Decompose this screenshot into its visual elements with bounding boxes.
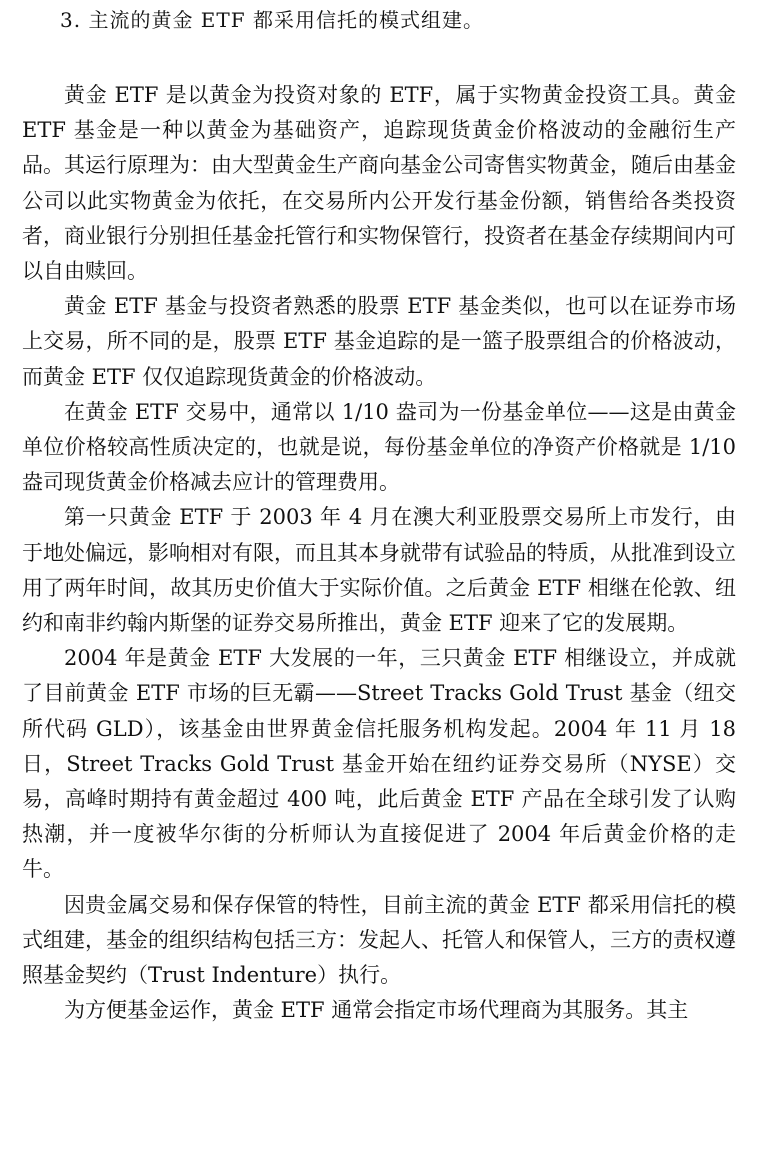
paragraph-market-agent: 为方便基金运作，黄金 ETF 通常会指定市场代理商为其服务。其主	[64, 998, 689, 1023]
document-body	[22, 78, 736, 1028]
section-heading: 3. 主流的黄金 ETF 都采用信托的模式组建。	[60, 8, 484, 32]
paragraph-trust-structure: 因贵金属交易和保存保管的特性，目前主流的黄金 ETF 都采用信托的模式组建，基金的组织结构包括三方：发起人、托管人和保管人，三方的责权遵照基金契约（Trust Indenture）执行。	[22, 892, 736, 988]
paragraph-first-gold-etf: 第一只黄金 ETF 于 2003 年 4 月在澳大利亚股票交易所上市发行，由于地处偏远，影响相对有限，而且其本身就带有试验品的特质，从批准到设立用了两年时间，故其历史价值大于实际价值。之后黄金 ETF 相继在伦敦、纽约和南非约翰内斯堡的证券交易所推出，黄金 ETF 迎来了它的发展期。	[22, 505, 736, 636]
paragraph-2004-development: 2004 年是黄金 ETF 大发展的一年，三只黄金 ETF 相继设立，并成就了目前黄金 ETF 市场的巨无霸——Street Tracks Gold Trust 基金（纽交所代码 GLD），该基金由世界黄金信托服务机构发起。2004 年 11 月 18 日，Street Tracks Gold Trust 基金开始在纽约证券交易所（NYSE）交易，高峰时期持有黄金超过 400 吨，此后黄金 ETF 产品在全球引发了认购热潮，并一度被华尔街的分析师认为直接促进了 2004 年后黄金价格的走牛。	[22, 646, 736, 882]
paragraph-comparison-stock-etf: 黄金 ETF 基金与投资者熟悉的股票 ETF 基金类似，也可以在证券市场上交易，所不同的是，股票 ETF 基金追踪的是一篮子股票组合的价格波动，而黄金 ETF 仅仅追踪现货黄金的价格波动。	[22, 294, 736, 389]
paragraph-gold-etf-definition: 黄金 ETF 是以黄金为投资对象的 ETF，属于实物黄金投资工具。黄金 ETF 基金是一种以黄金为基础资产，追踪现货黄金价格波动的金融衍生产品。其运行原理为：由大型黄金生产商向基金公司寄售实物黄金，随后由基金公司以此实物黄金为依托，在交易所内公开发行基金份额，销售给各类投资者，商业银行分别担任基金托管行和实物保管行，投资者在基金存续期间内可以自由赎回。	[22, 83, 736, 284]
paragraph-fund-unit: 在黄金 ETF 交易中，通常以 1/10 盎司为一份基金单位——这是由黄金单位价格较高性质决定的，也就是说，每份基金单位的净资产价格就是 1/10 盎司现货黄金价格减去应计的管理费用。	[22, 399, 736, 495]
